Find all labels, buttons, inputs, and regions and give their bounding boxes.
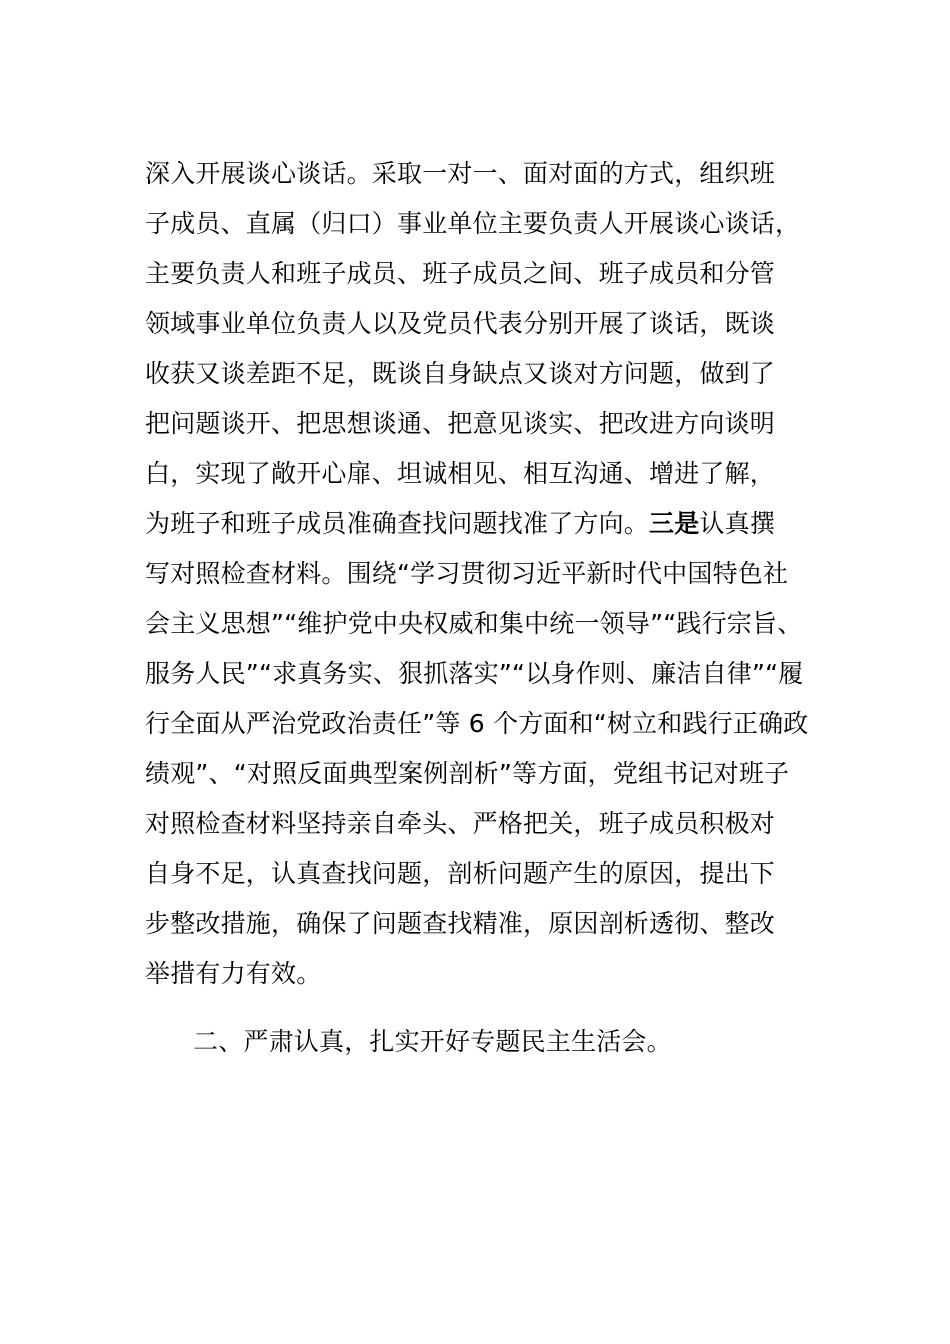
bold-emphasis: 三是 [649,509,700,538]
paragraph-line: 对照检查材料坚持亲自牵头、严格把关，班子成员积极对 [145,809,776,838]
paragraph-line: 步整改措施，确保了问题查找精准，原因剖析透彻、整改 [145,909,776,938]
paragraph-line: 主要负责人和班子成员、班子成员之间、班子成员和分管 [145,259,776,288]
line-text: 认真撰 [699,509,776,538]
paragraph-line: 写对照检查材料。围绕“学习贯彻习近平新时代中国特色社 [145,559,789,588]
paragraph-line: 服务人民”“求真务实、狠抓落实”“以身作则、廉洁自律”“履 [145,659,804,688]
line-text: 为班子和班子成员准确查找问题找准了方向。 [145,509,650,538]
section-heading: 二、严肃认真，扎实开好专题民主生活会。 [193,1027,672,1056]
paragraph-line: 子成员、直属（归口）事业单位主要负责人开展谈心谈话， [145,209,801,238]
paragraph-line: 深入开展谈心谈话。采取一对一、面对面的方式，组织班 [145,159,776,188]
paragraph-line: 领域事业单位负责人以及党员代表分别开展了谈话，既谈 [145,309,776,338]
paragraph-line [145,507,825,541]
paragraph-line: 把问题谈开、把思想谈通、把意见谈实、把改进方向谈明 [145,409,776,438]
paragraph-line: 行全面从严治党政治责任”等 6 个方面和“树立和践行正确政 [145,709,809,738]
paragraph-line: 收获又谈差距不足，既谈自身缺点又谈对方问题，做到了 [145,359,776,388]
paragraph-line: 绩观”、“对照反面典型案例剖析”等方面，党组书记对班子 [145,759,790,788]
paragraph-line: 自身不足，认真查找问题，剖析问题产生的原因，提出下 [145,859,776,888]
paragraph-line: 会主义思想”“维护党中央权威和集中统一领导”“践行宗旨、 [145,609,803,638]
paragraph-line: 白，实现了敞开心扉、坦诚相见、相互沟通、增进了解， [145,459,776,488]
paragraph-line: 举措有力有效。 [145,959,322,988]
